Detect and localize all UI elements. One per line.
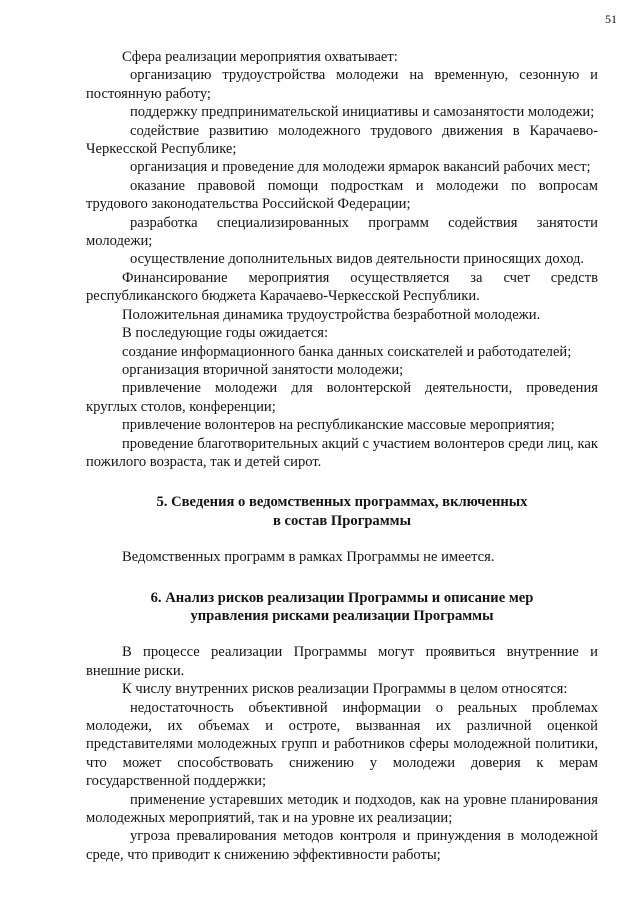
paragraph: организация и проведение для молодежи ярмарок вакансий рабочих мест; — [130, 159, 591, 176]
paragraph: применение устаревших методик и подходов, как на уровне планирования молодежных мероприятий, так и на уровне их реализации; — [86, 791, 598, 827]
section-6-heading: 6. Анализ рисков реализации Программы и описание мер — [150, 589, 534, 606]
paragraph: К числу внутренних рисков реализации Программы в целом относятся: — [122, 681, 568, 698]
paragraph: Положительная динамика трудоустройства безработной молодежи. — [122, 306, 541, 323]
section-5-text: Ведомственных программ в рамках Программы не имеется. — [122, 549, 495, 566]
paragraph: проведение благотворительных акций с участием волонтеров среди лиц, как пожилого возраста, так и детей сирот. — [86, 435, 598, 470]
paragraph: организацию трудоустройства молодежи на временную, сезонную и постоянную работу; — [86, 67, 598, 102]
paragraph: поддержку предпринимательской инициативы и самозанятости молодежи; — [130, 104, 595, 121]
section-6-heading-line2: управления рисками реализации Программы — [190, 607, 494, 624]
paragraph: содействие развитию молодежного трудового движения в Карачаево-Черкесской Республике; — [86, 122, 598, 158]
paragraph: организация вторичной занятости молодежи; — [122, 361, 404, 378]
section-5-heading-line2: в состав Программы — [272, 512, 412, 529]
paragraph: В последующие годы ожидается: — [122, 325, 329, 342]
paragraph: осуществление дополнительных видов деятельности приносящих доход. — [130, 251, 585, 268]
paragraph: разработка специализированных программ содействия занятости молодежи; — [86, 214, 598, 250]
paragraph: В процессе реализации Программы могут проявиться внутренние и внешние риски. — [86, 644, 598, 679]
paragraph: привлечение молодежи для волонтерской деятельности, проведения круглых столов, конференции; — [86, 380, 598, 415]
section-5-heading: 5. Сведения о ведомственных программах, включенных — [156, 494, 528, 511]
paragraph: создание информационного банка данных соискателей и работодателей; — [122, 343, 572, 360]
paragraph: оказание правовой помощи подросткам и молодежи по вопросам трудового законодательства Российской Федерации; — [86, 177, 598, 213]
paragraph: Финансирование мероприятия осуществляется за счет средств республиканского бюджета Карачаево-Черкесской Республики. — [86, 269, 598, 305]
paragraph: угроза превалирования методов контроля и принуждения в молодежной среде, что приводит к снижению эффективности работы; — [86, 828, 598, 863]
paragraph: Сфера реализации мероприятия охватывает: — [122, 49, 398, 65]
paragraph: привлечение волонтеров на республиканские массовые мероприятия; — [122, 417, 555, 434]
paragraph: недостаточность объективной информации о реальных проблемах молодежи, их объемах и остроте, вызванная их различной оценкой представителями молодежных групп и работников сферы молодежной политики, что может способствовать снижению у молодежи доверия к мерам государственной поддержки; — [86, 699, 598, 790]
page-number: 51 — [605, 12, 617, 26]
document-body — [86, 48, 598, 864]
